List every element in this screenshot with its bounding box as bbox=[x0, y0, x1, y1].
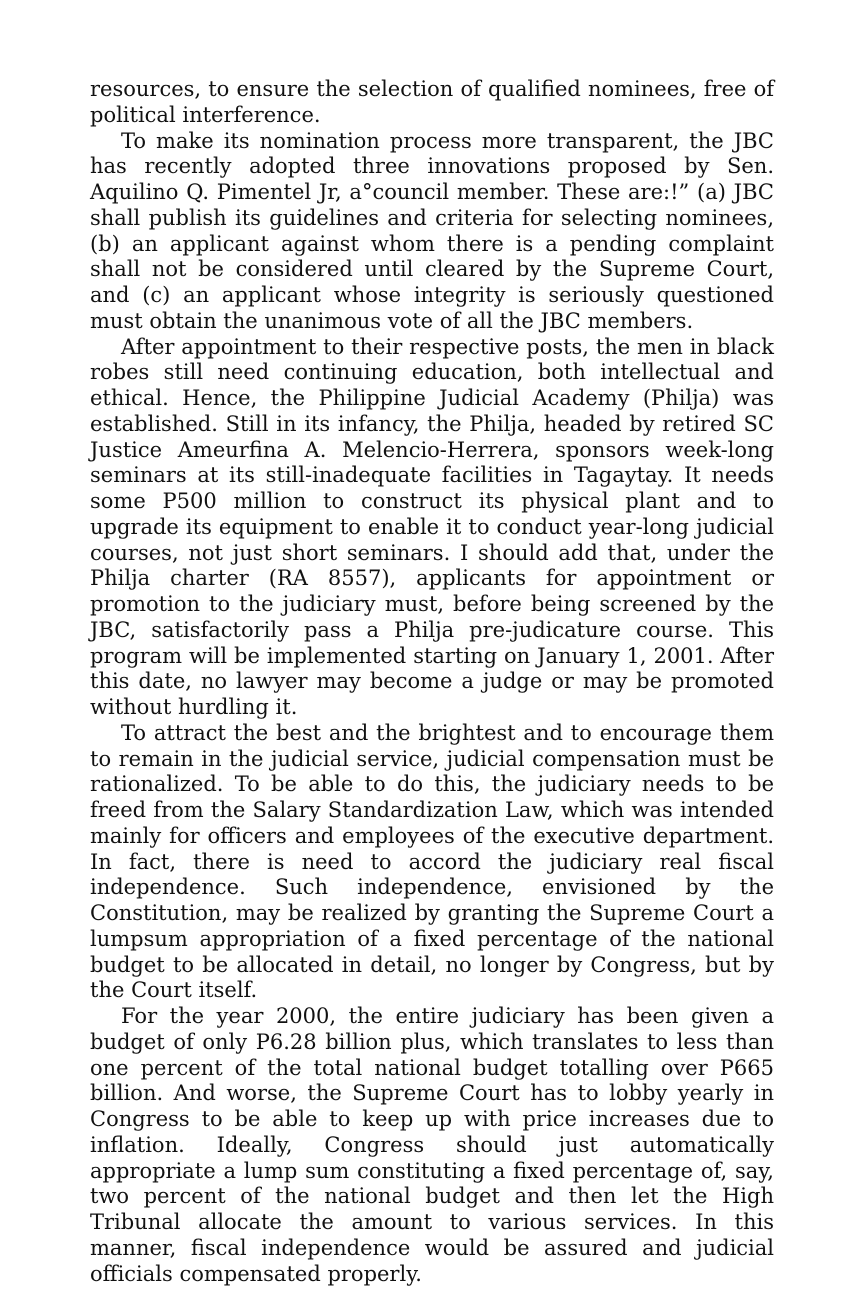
paragraph-political-interference: resources, to ensure the selection of qualified nominees, free of political interference. bbox=[90, 77, 774, 127]
paragraph-philja: After appointment to their respective posts, the men in black robes still need continuing education, both intellectual and ethical. Hence, the Philippine Judicial Academy (Philja) was established. Still in its infancy, the Philja, headed by retired SC Justice Ameurfina A. Melencio-Herrera, sponsors week-long seminars at its still-inadequate facilities in Tagaytay. It needs some P500 million to construct its physical plant and to upgrade its equipment to enable it to conduct year-long judicial courses, not just short seminars. I should add that, under the Philja charter (RA 8557), applicants for appointment or promotion to the judiciary must, before being screened by the JBC, satisfactorily pass a Philja pre-judicature course. This program will be implemented starting on January 1, 2001. After this date, no lawyer may become a judge or may be promoted without hurdling it. bbox=[90, 334, 774, 719]
paragraph-judicial-compensation: To attract the best and the brightest and to encourage them to remain in the judicial service, judicial compensation must be rationalized. To be able to do this, the judiciary needs to be freed from the Salary Standardization Law, which was intended mainly for officers and employees of the executive department. In fact, there is need to accord the judiciary real fiscal independence. Such independence, envisioned by the Constitution, may be realized by granting the Supreme Court a lumpsum appropriation of a fixed percentage of the national budget to be allocated in detail, no longer by Congress, but by the Court itself. bbox=[90, 720, 774, 1003]
paragraph-jbc-innovations: To make its nomination process more transparent, the JBC has recently adopted three innovations proposed by Sen. Aquilino Q. Pimentel Jr, a°council member. These are:!” (a) JBC shall publish its guidelines and criteria for selecting nominees, (b) an applicant against whom there is a pending complaint shall not be considered until cleared by the Supreme Court, and (c) an applicant whose integrity is seriously questioned must obtain the unanimous vote of all the JBC members. bbox=[90, 128, 774, 333]
paragraph-judiciary-budget: For the year 2000, the entire judiciary has been given a budget of only P6.28 billion plus, which translates to less than one percent of the total national budget totalling over P665 billion. And worse, the Supreme Court has to lobby yearly in Congress to be able to keep up with price increases due to inflation. Ideally, Congress should just automatically appropriate a lump sum constituting a fixed percentage of, say, two percent of the national budget and then let the High Tribunal allocate the amount to various services. In this manner, fiscal independence would be assured and judicial officials compensated properly. bbox=[90, 1004, 774, 1286]
document-page bbox=[90, 77, 774, 1287]
